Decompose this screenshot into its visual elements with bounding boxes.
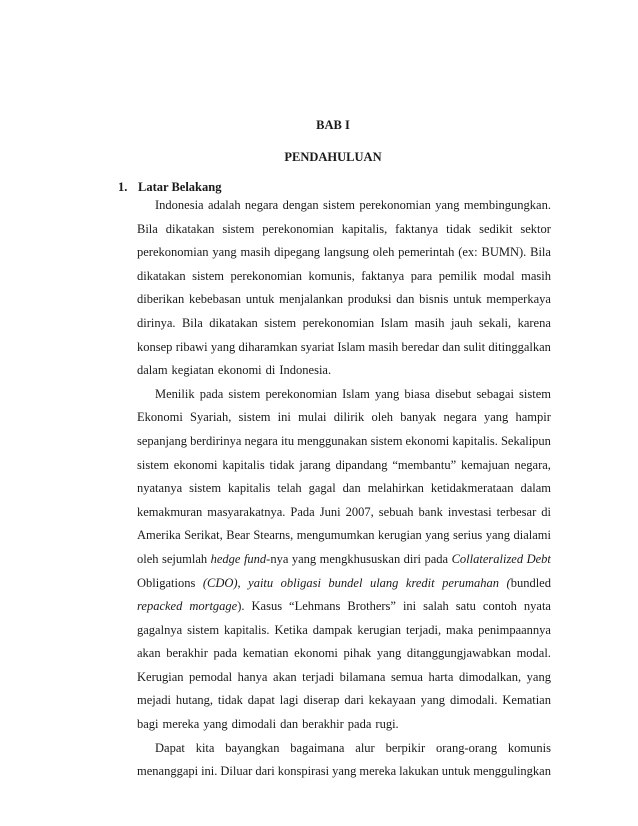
text-line: konsep ribawi yang diharamkan syariat Islam masih beredar dan sulit ditinggalkan xyxy=(137,339,551,354)
text-line: bagi mereka yang dimodali dan berakhir pada rugi. xyxy=(137,717,399,732)
text-line: Indonesia adalah negara dengan sistem perekonomian yang membingungkan. xyxy=(155,198,551,212)
text-line: Ekonomi Syariah, sistem ini mulai dilirik oleh banyak negara yang hampir xyxy=(137,410,551,425)
paragraph xyxy=(137,737,551,784)
text-line: Amerika Serikat, Bear Stearns, mengumumkan kerugian yang serius yang dialami xyxy=(137,528,551,543)
text-line: diberikan kebebasan untuk menjalankan produksi dan bisnis untuk memperkaya xyxy=(137,292,551,307)
text-line: dikatakan sistem perekonomian komunis, faktanya para pemilik modal masih xyxy=(137,268,551,283)
text-line: oleh sejumlah hedge fund-nya yang mengkhususkan diri pada Collateralized Debt xyxy=(137,551,551,566)
text-line: Dapat kita bayangkan bagaimana alur berpikir orang-orang komunis xyxy=(155,740,551,755)
text-line: kemakmuran masyarakatnya. Pada Juni 2007, sebuah bank investasi terbesar di xyxy=(137,504,551,519)
chapter-title: PENDAHULUAN xyxy=(284,150,382,164)
text-line: nyatanya sistem kapitalis telah gagal dan melahirkan ketidakmerataan dalam xyxy=(137,481,551,496)
text-line: repacked mortgage). Kasus “Lehmans Brothers” ini salah satu contoh nyata xyxy=(137,599,551,614)
text-line: gagalnya sistem kapitalis. Ketika dampak kerugian terjadi, maka penimpaannya xyxy=(137,622,551,637)
text-line: akan berakhir pada kematian ekonomi pihak yang ditanggungjawabkan modal. xyxy=(137,646,551,661)
text-line: menanggapi ini. Diluar dari konspirasi yang mereka lakukan untuk menggulingkan xyxy=(137,764,551,779)
text-line: sistem ekonomi kapitalis tidak jarang dipandang “membantu” kemajuan negara, xyxy=(137,457,551,472)
section-number: 1. xyxy=(118,180,128,194)
paragraph xyxy=(137,383,551,737)
text-line: dirinya. Bila dikatakan sistem perekonomian Islam masih jauh sekali, karena xyxy=(137,315,551,330)
text-line: Obligations (CDO), yaitu obligasi bundel ulang kredit perumahan (bundled xyxy=(137,575,551,590)
text-line: sepanjang berdirinya negara itu menggunakan sistem ekonomi kapitalis. Sekalipun xyxy=(137,433,551,448)
body-text xyxy=(137,194,551,784)
text-line: Kerugian pemodal hanya akan terjadi bilamana semua harta dimodalkan, yang xyxy=(137,669,551,684)
text-line: Bila dikatakan sistem perekonomian kapitalis, faktanya tidak sedikit sektor xyxy=(137,221,551,236)
section-title: Latar Belakang xyxy=(138,180,222,194)
text-line: mejadi hutang, tidak dapat lagi diserap dari kekayaan yang dimodali. Kematian xyxy=(137,693,551,708)
text-line: perekonomian yang masih dipegang langsung oleh pemerintah (ex: BUMN). Bila xyxy=(137,245,551,260)
chapter-label: BAB I xyxy=(316,118,350,132)
text-line: dalam kegiatan ekonomi di Indonesia. xyxy=(137,363,332,378)
section-heading xyxy=(118,180,221,195)
text-line: Menilik pada sistem perekonomian Islam yang biasa disebut sebagai sistem xyxy=(155,386,551,401)
paragraph xyxy=(137,194,551,383)
